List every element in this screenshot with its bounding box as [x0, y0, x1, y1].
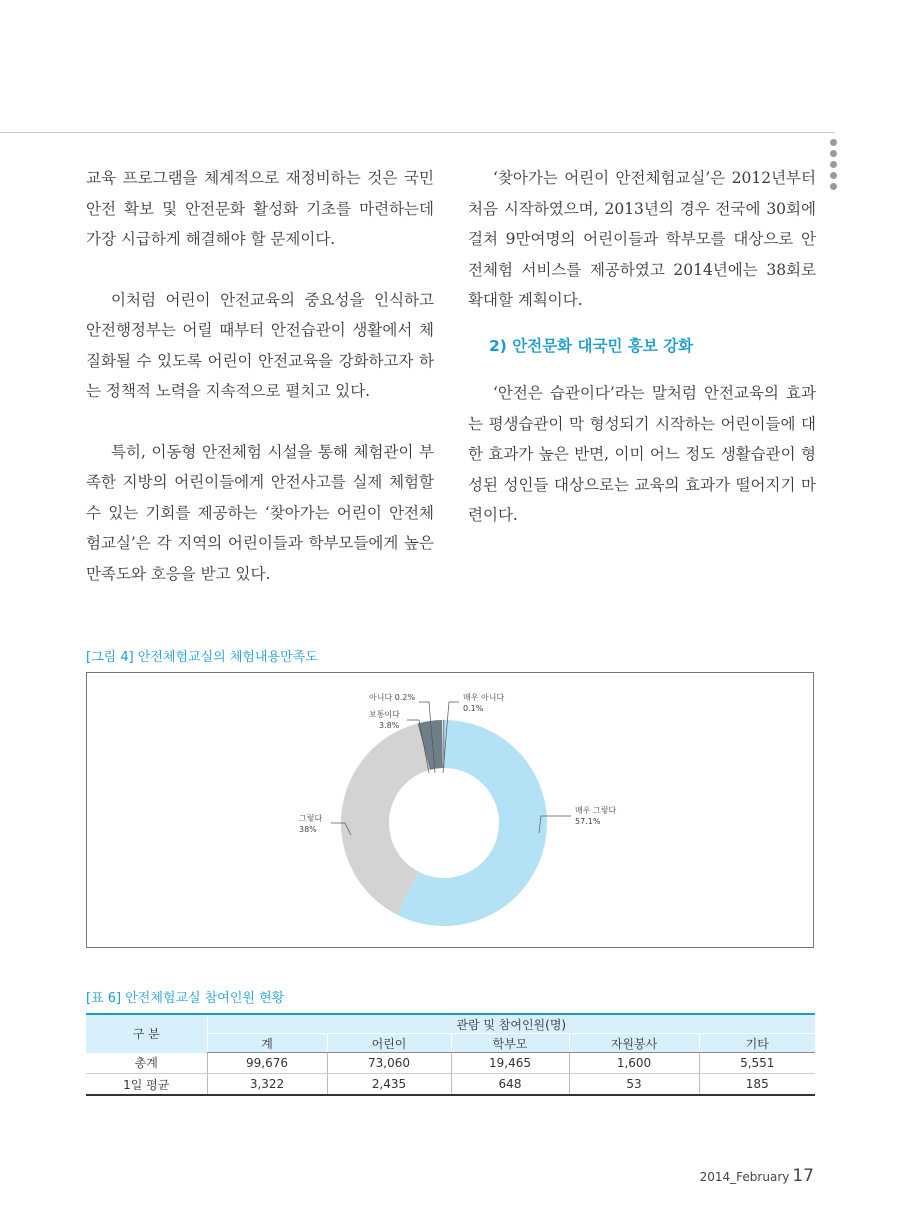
left-paragraph-2: 이처럼 어린이 안전교육의 중요성을 인식하고 안전행정부는 어릴 때부터 안전습관이 생활에서 체질화될 수 있도록 어린이 안전교육을 강화하고자 하는 정책적 노력을 지속적으로 펼치고 있다. — [86, 290, 434, 400]
page-number: 17 — [792, 1166, 814, 1186]
donut-chart — [87, 673, 815, 949]
figure-caption: [그림 4] 안전체험교실의 체험내용만족도 — [86, 650, 318, 665]
table-row — [86, 1053, 815, 1074]
table-cell: 19,465 — [451, 1053, 569, 1074]
left-column — [86, 163, 434, 589]
slice-label: 그렇다 — [299, 814, 323, 823]
table-cell: 5,551 — [699, 1053, 815, 1074]
left-paragraph-1: 교육 프로그램을 체계적으로 재정비하는 것은 국민 안전 확보 및 안전문화 활성화 기초를 마련하는데 가장 시급하게 해결해야 할 문제이다. — [86, 169, 434, 248]
slice-label: 보통이다 — [369, 710, 400, 719]
right-paragraph-2: ‘안전은 습관이다’라는 말처럼 안전교육의 효과는 평생습관이 막 형성되기 시작하는 어린이들에 대한 효과가 높은 반면, 이미 어느 정도 생활습관이 형성된 성인들 대상으로는 교육의 효과가 떨어지기 마련이다. — [468, 384, 816, 524]
table-caption: [표 6] 안전체험교실 참여인원 현황 — [86, 991, 285, 1006]
col-header-volunteers: 자원봉사 — [569, 1034, 699, 1053]
slice-label: 매우 그렇다 — [575, 806, 617, 815]
right-paragraph-1: ‘찾아가는 어린이 안전체험교실’은 2012년부터 처음 시작하였으며, 2013년의 경우 전국에 30회에 걸쳐 9만여명의 어린이들과 학부모를 대상으로 안전체험 서비스를 제공하였고 2014년에는 38회로 확대할 계획이다. — [468, 169, 816, 309]
table-cell: 99,676 — [207, 1053, 327, 1074]
slice-label: 매우 아니다 — [463, 693, 505, 702]
table-cell: 1,600 — [569, 1053, 699, 1074]
row-header: 구 분 — [86, 1014, 207, 1053]
left-paragraph-3: 특히, 이동형 안전체험 시설을 통해 체험관이 부족한 지방의 어린이들에게 안전사고를 실제 체험할 수 있는 기회를 제공하는 ‘찾아가는 어린이 안전체험교실’은 각 지역의 어린이들과 학부모들에게 높은 만족도와 호응을 받고 있다. — [86, 442, 434, 583]
group-header: 관람 및 참여인원(명) — [207, 1014, 815, 1034]
issue-label: 2014_February — [699, 1170, 790, 1184]
col-header-other: 기타 — [699, 1034, 815, 1053]
participants-table — [86, 1013, 815, 1096]
col-header-total: 계 — [207, 1034, 327, 1053]
table-cell: 53 — [569, 1074, 699, 1096]
table-cell: 73,060 — [327, 1053, 451, 1074]
top-rule — [0, 132, 835, 133]
section-subheading: 2) 안전문화 대국민 홍보 강화 — [489, 336, 694, 355]
table-row — [86, 1074, 815, 1096]
table-cell: 185 — [699, 1074, 815, 1096]
col-header-children: 어린이 — [327, 1034, 451, 1053]
col-header-parents: 학부모 — [451, 1034, 569, 1053]
chart-frame — [86, 672, 814, 948]
table-cell: 648 — [451, 1074, 569, 1096]
page-footer — [700, 1166, 814, 1186]
slice-value-label: 38% — [299, 825, 317, 834]
slice-label: 아니다 0.2% — [369, 693, 416, 702]
row-label: 1일 평균 — [86, 1074, 207, 1096]
slice-value-label: 3.8% — [379, 721, 400, 730]
table-cell: 2,435 — [327, 1074, 451, 1096]
right-column — [468, 163, 816, 531]
table-cell: 3,322 — [207, 1074, 327, 1096]
decorative-dots — [830, 139, 838, 194]
row-label: 총계 — [86, 1053, 207, 1074]
slice-value-label: 0.1% — [463, 704, 484, 713]
slice-value-label: 57.1% — [575, 817, 601, 826]
